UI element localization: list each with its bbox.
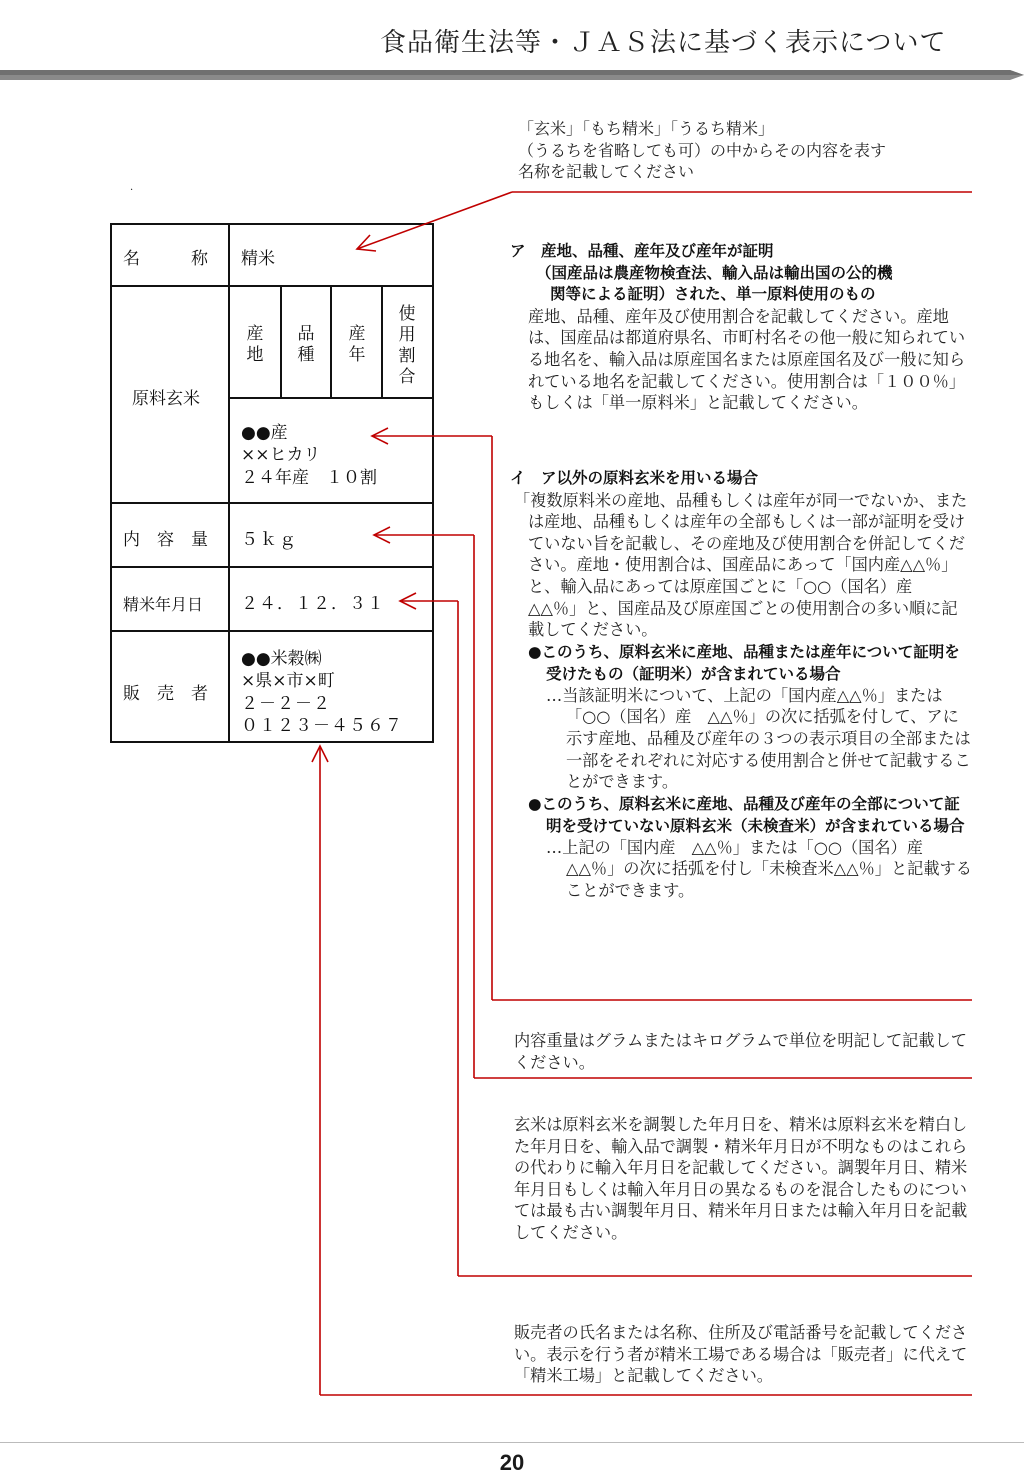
note-i-bullet-heading: ●このうち、原料玄米に産地、品種または産年について証明を受けたもの（証明米）が含まれている場合 [528, 642, 960, 683]
name-note-line: 名称を記載してください [518, 162, 695, 182]
seller-phone: ０１２３－４５６７ [241, 716, 403, 736]
stray-dot: . [130, 182, 134, 193]
name-label: 名 称 [123, 249, 208, 269]
name-note-line: （うるちを省略しても可）の中からその内容を表す [518, 140, 887, 160]
date-label: 精米年月日 [123, 595, 204, 614]
raw-year-ratio-value: ２４年産 １０割 [241, 468, 377, 488]
content-label: 内 容 量 [123, 530, 208, 550]
col-origin-header: 産地 [246, 324, 264, 365]
col-variety-header: 品種 [297, 324, 315, 365]
name-value: 精米 [241, 249, 275, 269]
raw-origin-value: ●●産 [241, 423, 288, 443]
note-i [510, 468, 972, 902]
note-i-heading: イ ア以外の原料玄米を用いる場合 [510, 469, 759, 487]
col-year-header: 産年 [348, 324, 366, 365]
page-header-title: 食品衛生法等・ＪＡＳ法に基づく表示について [380, 28, 947, 58]
page-number: 20 [499, 1450, 525, 1475]
note-a-heading: ア 産地、品種、産年及び産年が証明 [510, 242, 774, 260]
date-note: 玄米は原料玄米を調製した年月日を、精米は原料玄米を精白した年月日を、輸入品で調製・精米年月日が不明なものはこれらの代わりに輸入年月日を記載してください。調製年月日、精米年月日もしくは輸入年月日の異なるものを混合したものについては最も古い調製年月日、精米年月日または輸入年月日を記載してください。 [514, 1115, 968, 1242]
note-a-heading: （国産品は農産物検査法、輸入品は輸出国の公的機 [536, 263, 893, 282]
raw-rice-label: 原料玄米 [132, 389, 200, 409]
seller-name: ●●米穀㈱ [241, 649, 322, 669]
name-note-line: 「玄米」「もち精米」「うるち精米」 [518, 119, 775, 138]
seller-address: ×県×市×町 [241, 671, 335, 691]
footer-divider [0, 1442, 1024, 1443]
note-i-bullet-body: …当該証明米について、上記の「国内産△△％」または「○○（国名）産 △△％」の次に括弧を付して、アに示す産地、品種及び産年の３つの表示項目の全部または一部をそれぞれに対応する使用割合と併せて記載することができます。 [546, 685, 971, 792]
seller-note: 販売者の氏名または名称、住所及び電話番号を記載してください。表示を行う者が精米工場である場合は「販売者」に代えて「精米工場」と記載してください。 [514, 1323, 968, 1386]
note-i-bullet-heading: ●このうち、原料玄米に産地、品種及び産年の全部について証明を受けていない原料玄米（未検査米）が含まれている場合 [528, 794, 965, 835]
note-a-body: 産地、品種、産年及び使用割合を記載してください。産地は、国産品は都道府県名、市町村名その他一般に知られている地名を、輸入品は原産国名または原産国名及び一般に知られている地名を記載してください。使用割合は「１００％」もしくは「単一原料米」と記載してください。 [528, 306, 966, 413]
content-note: 内容重量はグラムまたはキログラムで単位を明記して記載してください。 [514, 1031, 967, 1072]
name-note [518, 118, 980, 183]
note-a [510, 241, 972, 414]
raw-variety-value: ××ヒカリ [241, 445, 321, 465]
seller-address-number: ２－２－２ [241, 694, 331, 714]
note-a-heading: 関等による証明）された、単一原料使用のもの [550, 285, 876, 304]
col-ratio-header: 使用割合 [398, 304, 416, 387]
date-value: ２４．１２．３１ [241, 594, 385, 614]
content-value: ５ｋｇ [241, 530, 298, 550]
note-i-body: 「複数原料米の産地、品種もしくは産年が同一でないか、または産地、品種もしくは産年の全部もしくは一部が証明を受けていない旨を記載し、その産地及び使用割合を併記してください。産地・使用割合は、国産品にあって「国内産△△％」と、輸入品にあっては原産国ごとに「○○（国名）産 △△％」と、国産品及び原産国ごとの使用割合の多い順に記載してください。 [514, 490, 968, 640]
note-i-bullet-body: …上記の「国内産 △△％」または「○○（国名）産△△％」の次に括弧を付し「未検査米△△％」と記載することができます。 [546, 837, 972, 900]
seller-label: 販 売 者 [123, 684, 208, 704]
